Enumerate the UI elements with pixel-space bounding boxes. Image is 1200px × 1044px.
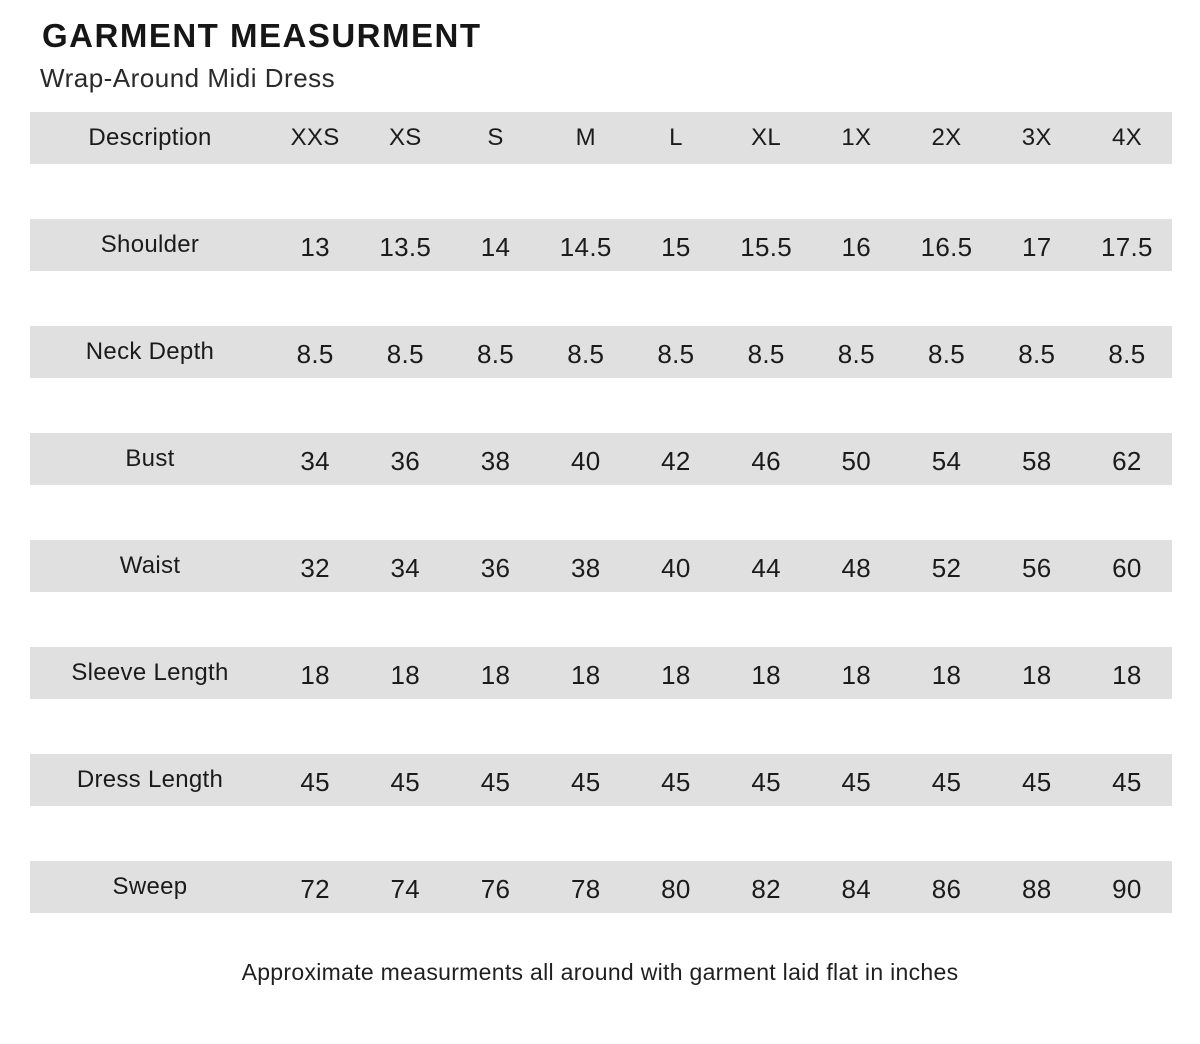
measurement-value: 54 <box>931 445 962 476</box>
header-size-xl: XL <box>751 124 782 151</box>
measurement-value: 17.5 <box>1101 231 1153 262</box>
measurement-value: 45 <box>1021 766 1052 797</box>
header-size-3x: 3X <box>1021 124 1052 151</box>
header-size-4x: 4X <box>1111 124 1142 151</box>
table-row <box>30 647 1172 699</box>
measurement-value: 34 <box>390 552 421 583</box>
measurement-value: 45 <box>841 766 872 797</box>
header-size-m: M <box>575 124 596 151</box>
measurement-value: 15 <box>661 231 691 262</box>
measurement-value: 44 <box>751 552 781 583</box>
measurement-value: 36 <box>480 552 511 583</box>
measurement-value: 18 <box>1112 659 1142 690</box>
table-row <box>30 219 1172 271</box>
header-size-s: S <box>487 124 504 151</box>
measurement-value: 46 <box>751 445 781 476</box>
header-size-xs: XS <box>388 124 422 151</box>
measurement-value: 8.5 <box>567 338 605 369</box>
footnote: Approximate measurments all around with garment laid flat in inches <box>241 959 959 985</box>
measurement-value: 50 <box>841 445 872 476</box>
measurement-value: 45 <box>661 766 691 797</box>
measurement-value: 18 <box>1021 659 1052 690</box>
measurement-value: 52 <box>931 552 962 583</box>
measurement-value: 18 <box>480 659 511 690</box>
measurement-value: 78 <box>570 873 601 904</box>
table-row <box>30 326 1172 378</box>
measurement-value: 56 <box>1021 552 1052 583</box>
header-size-1x: 1X <box>841 124 872 151</box>
row-label: Sweep <box>112 873 188 900</box>
measurement-value: 32 <box>300 552 330 583</box>
measurement-value: 34 <box>300 445 330 476</box>
measurement-value: 42 <box>661 445 691 476</box>
measurement-value: 90 <box>1112 873 1142 904</box>
measurement-value: 48 <box>841 552 872 583</box>
measurement-value: 72 <box>300 873 330 904</box>
measurement-value: 14.5 <box>559 231 612 262</box>
measurement-value: 18 <box>300 659 330 690</box>
page-title: GARMENT MEASURMENT <box>42 17 482 54</box>
measurement-value: 38 <box>570 552 601 583</box>
header-size-l: L <box>669 124 683 151</box>
measurement-value: 76 <box>480 873 511 904</box>
measurement-value: 16.5 <box>920 231 973 262</box>
measurement-value: 18 <box>931 659 962 690</box>
measurement-value: 8.5 <box>928 338 966 369</box>
measurement-value: 45 <box>480 766 511 797</box>
measurement-value: 14 <box>480 231 511 262</box>
measurement-value: 18 <box>570 659 601 690</box>
header-size-xxs: XXS <box>290 124 340 151</box>
measurement-value: 8.5 <box>1018 338 1056 369</box>
measurement-value: 38 <box>480 445 511 476</box>
measurement-value: 45 <box>751 766 781 797</box>
measurement-value: 18 <box>390 659 421 690</box>
table-row <box>30 433 1172 485</box>
measurement-value: 45 <box>1112 766 1142 797</box>
row-label: Sleeve Length <box>71 659 229 686</box>
measurement-value: 8.5 <box>747 338 785 369</box>
measurement-value: 80 <box>661 873 691 904</box>
measurement-value: 84 <box>841 873 872 904</box>
measurement-value: 15.5 <box>740 231 793 262</box>
row-label: Bust <box>125 445 175 472</box>
measurement-value: 17 <box>1021 231 1052 262</box>
measurement-value: 8.5 <box>476 338 515 369</box>
measurement-value: 8.5 <box>296 338 334 369</box>
row-label: Dress Length <box>76 766 224 793</box>
measurement-value: 18 <box>751 659 781 690</box>
measurement-value: 58 <box>1021 445 1052 476</box>
measurement-value: 82 <box>751 873 781 904</box>
header-description: Description <box>88 124 212 151</box>
measurement-value: 18 <box>841 659 872 690</box>
row-label: Waist <box>119 552 181 579</box>
measurement-value: 86 <box>931 873 962 904</box>
table-row <box>30 861 1172 913</box>
measurement-value: 8.5 <box>386 338 424 369</box>
table-row <box>30 754 1172 806</box>
measurement-value: 8.5 <box>657 338 695 369</box>
measurement-value: 8.5 <box>837 338 875 369</box>
measurement-value: 45 <box>390 766 421 797</box>
header-size-2x: 2X <box>931 124 962 151</box>
measurement-value: 18 <box>661 659 691 690</box>
measurement-value: 60 <box>1112 552 1142 583</box>
measurement-value: 40 <box>661 552 691 583</box>
measurement-value: 16 <box>841 231 872 262</box>
table-row <box>30 540 1172 592</box>
measurement-table <box>30 112 1172 913</box>
measurement-value: 36 <box>390 445 421 476</box>
measurement-value: 8.5 <box>1108 338 1146 369</box>
measurement-value: 62 <box>1112 445 1142 476</box>
row-label: Neck Depth <box>85 338 215 365</box>
table-header-row <box>30 112 1172 164</box>
row-label: Shoulder <box>100 231 200 258</box>
table-body <box>30 219 1172 913</box>
measurement-value: 45 <box>570 766 601 797</box>
product-name: Wrap-Around Midi Dress <box>40 63 336 93</box>
measurement-value: 13.5 <box>379 231 432 262</box>
measurement-value: 40 <box>570 445 601 476</box>
measurement-value: 13 <box>300 231 330 262</box>
measurement-value: 88 <box>1021 873 1052 904</box>
measurement-value: 45 <box>931 766 962 797</box>
measurement-value: 45 <box>300 766 330 797</box>
measurement-value: 74 <box>390 873 421 904</box>
